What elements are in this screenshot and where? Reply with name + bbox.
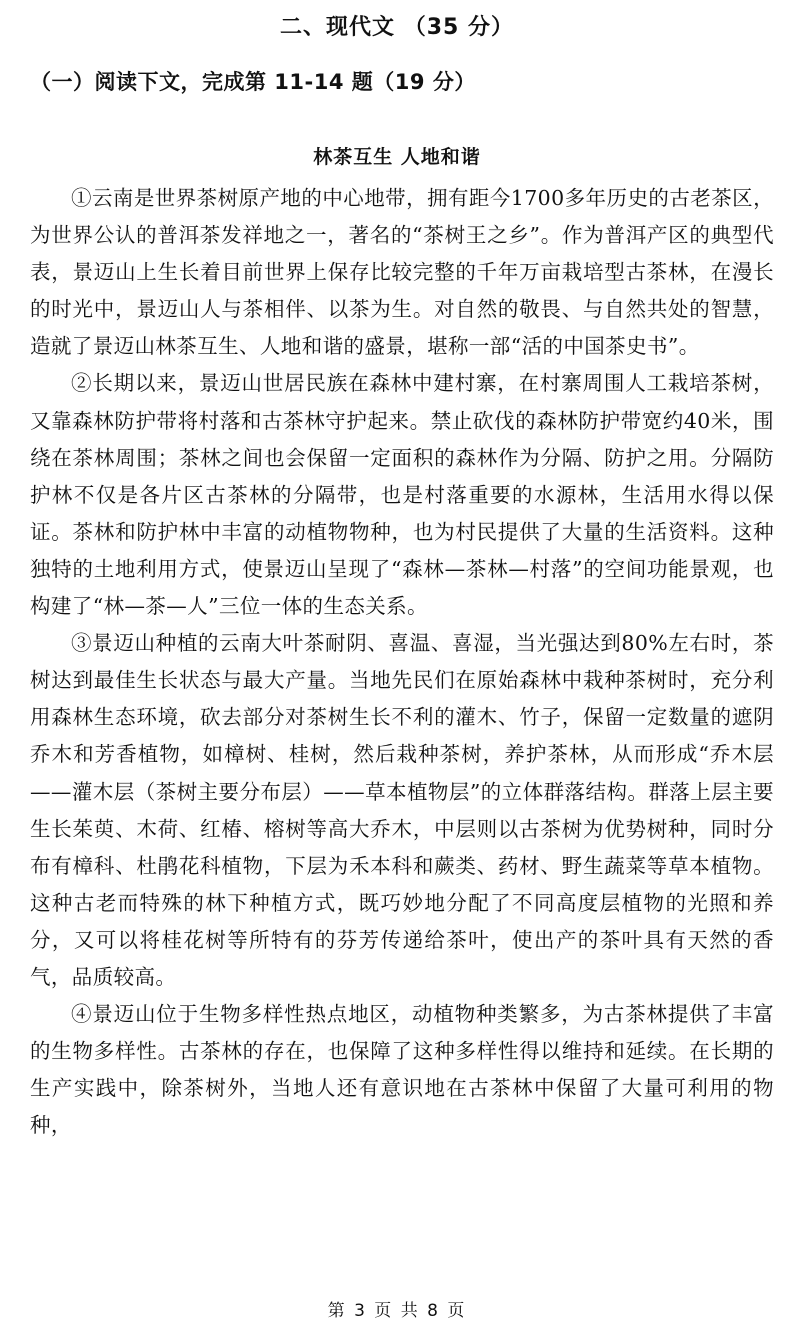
paragraph-4: ④景迈山位于生物多样性热点地区，动植物种类繁多，为古茶林提供了丰富的生物多样性。古茶林的存在，也保障了这种多样性得以维持和延续。在长期的生产实践中，除茶树外，当地人还有意识地在古茶林中保留了大量可利用的物种， — [30, 1002, 774, 1138]
paragraph-2: ②长期以来，景迈山世居民族在森林中建村寨，在村寨周围人工栽培茶树，又靠森林防护带将村落和古茶林守护起来。禁止砍伐的森林防护带宽约40米，围绕在茶林周围；茶林之间也会保留一定面积的森林作为分隔、防护之用。分隔防护林不仅是各片区古茶林的分隔带，也是村落重要的水源林，生活用水得以保证。茶林和防护林中丰富的动植物物种，也为村民提供了大量的生活资料。这种独特的土地利用方式，使景迈山呈现了“森林—茶林—村落”的空间功能景观，也构建了“林—茶—人”三位一体的生态关系。 — [30, 371, 774, 619]
article-title: 林茶互生 人地和谐 — [313, 146, 481, 168]
paragraph-3: ③景迈山种植的云南大叶茶耐阴、喜温、喜湿，当光强达到80%左右时，茶树达到最佳生长状态与最大产量。当地先民们在原始森林中栽种茶树时，充分利用森林生态环境，砍去部分对茶树生长不利的灌木、竹子，保留一定数量的遮阴乔木和芳香植物，如樟树、桂树，然后栽种茶树，养护茶林，从而形成“乔木层——灌木层（茶树主要分布层）——草本植物层”的立体群落结构。群落上层主要生长茱萸、木荷、红椿、榕树等高大乔木，中层则以古茶树为优势树种，同时分布有樟科、杜鹃花科植物，下层为禾本科和蕨类、药材、野生蔬菜等草本植物。这种古老而特殊的林下种植方式，既巧妙地分配了不同高度层植物的光照和养分，又可以将桂花树等所特有的芬芳传递给茶叶，使出产的茶叶具有天然的香气，品质较高。 — [30, 631, 774, 989]
question-heading: （一）阅读下文，完成第 11-14 题（19 分） — [30, 70, 476, 94]
page-number: 第 3 页 共 8 页 — [327, 1301, 467, 1321]
section-title: 二、现代文 （35 分） — [280, 15, 514, 40]
paragraph-1: ①云南是世界茶树原产地的中心地带，拥有距今1700多年历史的古老茶区，为世界公认的普洱茶发祥地之一，著名的“茶树王之乡”。作为普洱产区的典型代表，景迈山上生长着目前世界上保存比较完整的千年万亩栽培型古茶林，在漫长的时光中，景迈山人与茶相伴、以茶为生。对自然的敬畏、与自然共处的智慧，造就了景迈山林茶互生、人地和谐的盛景，堪称一部“活的中国茶史书”。 — [30, 186, 774, 359]
article-body — [30, 180, 774, 1144]
